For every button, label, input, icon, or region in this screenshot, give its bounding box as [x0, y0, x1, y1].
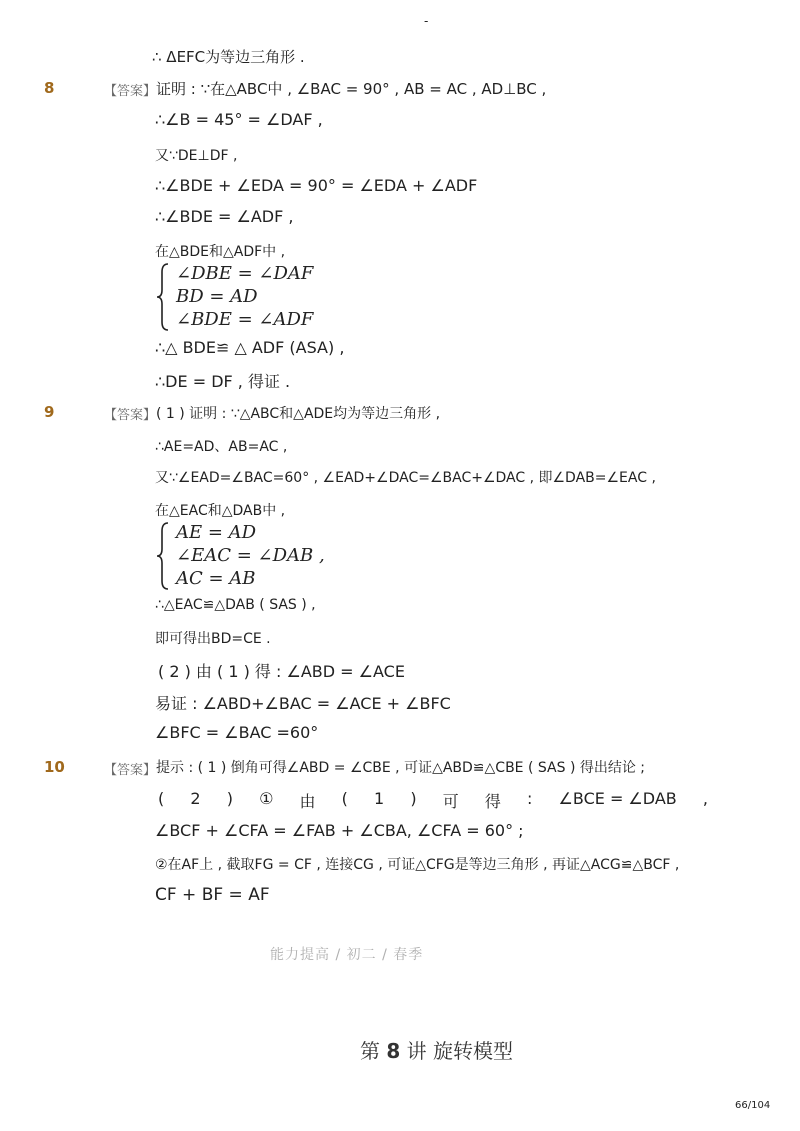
left-brace-icon: [156, 262, 170, 332]
question-number: 10: [44, 758, 65, 776]
answer-line: ∴∠BDE = ∠ADF ,: [155, 207, 294, 226]
lecture-title: [360, 1035, 513, 1064]
answer-line: 又∵∠EAD=∠BAC=60° , ∠EAD+∠DAC=∠BAC+∠DAC , 即∠DAB=∠EAC ,: [155, 470, 656, 486]
answer-line: ②在AF上 , 截取FG = CF , 连接CG , 可证△CFG是等边三角形 , 再证△ACG≌△BCF ,: [155, 857, 680, 873]
text-fragment: (: [341, 789, 348, 808]
answer-line: 易证 : ∠ABD+∠BAC = ∠ACE + ∠BFC: [155, 694, 451, 713]
question-number: 9: [44, 403, 55, 421]
answer-line: ∴AE=AD、AB=AC ,: [155, 439, 288, 455]
text-fragment: 2: [190, 789, 201, 808]
system-line: ∠DBE = ∠DAF: [176, 263, 314, 284]
answer-line: ∠BCF + ∠CFA = ∠FAB + ∠CBA, ∠CFA = 60° ;: [155, 821, 524, 840]
text-fragment: ): [410, 789, 417, 808]
page-number: 66/104: [735, 1100, 771, 1111]
answer-line: ∴△EAC≌△DAB ( SAS ) ,: [155, 597, 316, 613]
left-brace-icon: [156, 521, 170, 591]
text-fragment: 可: [442, 792, 459, 811]
answer-line: ∴∠BDE + ∠EDA = 90° = ∠EDA + ∠ADF: [155, 176, 478, 195]
answer-tag: 【答案】: [104, 408, 157, 423]
answer-tag: 【答案】: [104, 763, 157, 778]
answer-line: 又∵DE⊥DF ,: [155, 148, 238, 164]
answer-tag: 【答案】: [104, 84, 157, 99]
answer-line: 在△EAC和△DAB中 ,: [155, 503, 286, 519]
answer-line: ( 1 ) 证明 : ∵△ABC和△ADE均为等边三角形 ,: [156, 406, 441, 422]
lecture-suffix: 讲 旋转模型: [406, 1039, 513, 1063]
text-fragment: ): [226, 789, 233, 808]
text-fragment: :: [527, 789, 533, 808]
header-mark: -: [424, 14, 429, 28]
lecture-number: 8: [386, 1039, 401, 1063]
answer-line: 即可得出BD=CE .: [155, 631, 271, 647]
answer-line: ∴∠B = 45° = ∠DAF ,: [155, 110, 323, 129]
text-fragment: 1: [374, 789, 385, 808]
answer-line: ∴DE = DF , 得证 .: [155, 372, 291, 391]
answer-line-justified: [158, 789, 708, 812]
text-fragment: ∠BCE = ∠DAB: [558, 789, 677, 808]
question-number: 8: [44, 79, 55, 97]
text-fragment: (: [158, 789, 165, 808]
answer-line: 提示 : ( 1 ) 倒角可得∠ABD = ∠CBE , 可证△ABD≌△CBE ( SAS ) 得出结论 ;: [156, 760, 646, 776]
page-footer: 能力提高 / 初二 / 春季: [270, 947, 424, 963]
answer-line: ∠BFC = ∠BAC =60°: [155, 723, 319, 742]
answer-line: CF + BF = AF: [155, 885, 270, 905]
system-line: AE = AD: [176, 522, 257, 543]
system-line: ∠EAC = ∠DAB ,: [176, 545, 325, 566]
system-line: BD = AD: [176, 286, 258, 307]
answer-line: 证明 : ∵在△ABC中 , ∠BAC = 90° , AB = AC , AD⊥BC ,: [156, 80, 547, 98]
answer-line: 在△BDE和△ADF中 ,: [155, 244, 286, 260]
text-fragment: 得: [484, 792, 501, 811]
text-fragment: 由: [299, 792, 316, 811]
answer-line: ( 2 ) 由 ( 1 ) 得 : ∠ABD = ∠ACE: [158, 662, 405, 681]
system-line: ∠BDE = ∠ADF: [176, 309, 314, 330]
system-line: AC = AB: [176, 568, 256, 589]
text-fragment: ①: [259, 789, 274, 808]
answer-line: ∴△ BDE≌ △ ADF (ASA) ,: [155, 338, 345, 357]
previous-answer-conclusion: ∴ ΔEFC为等边三角形 .: [152, 48, 305, 66]
lecture-prefix: 第: [360, 1039, 380, 1063]
text-fragment: ,: [702, 789, 708, 808]
